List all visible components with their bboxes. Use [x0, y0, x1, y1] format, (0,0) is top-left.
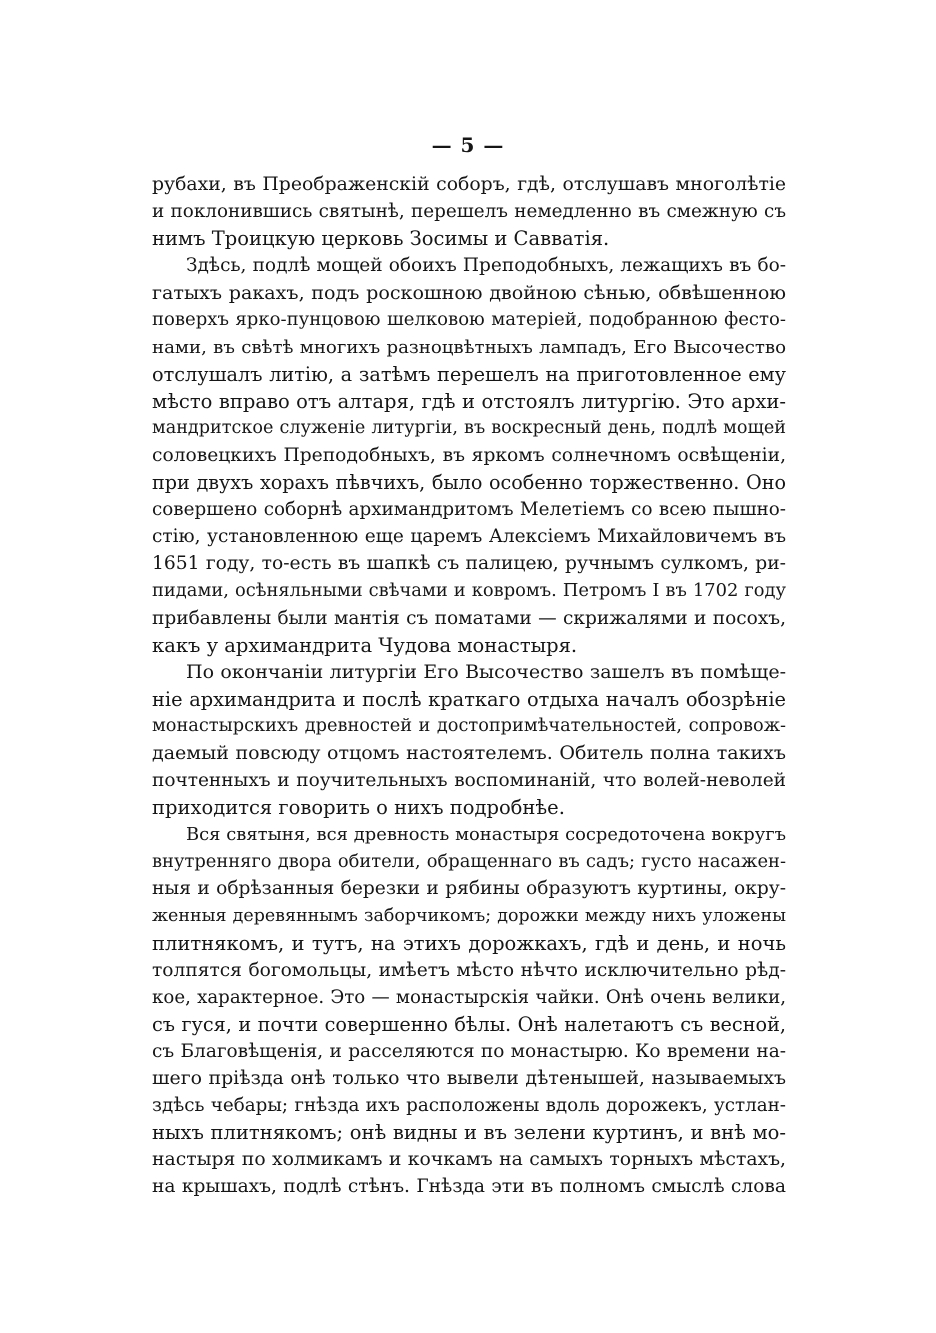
text-line: настыря по холмикамъ и кочкамъ на самыхъ торныхъ мѣстахъ,	[152, 1149, 786, 1171]
text-line: кое, характерное. Это — монастырскія чайки. Онѣ очень велики,	[152, 986, 786, 1008]
text-line: даемый повсюду отцомъ настоятелемъ. Обитель полна такихъ	[152, 741, 786, 764]
text-line: приходится говорить о нихъ подробнѣе.	[152, 796, 565, 820]
text-line: съ Благовѣщенія, и расселяются по монастырю. Ко времени на-	[152, 1041, 786, 1062]
text-line: гатыхъ ракахъ, подъ роскошною двойною сѣнью, обвѣшенною	[152, 281, 786, 305]
text-line: соловецкихъ Преподобныхъ, въ яркомъ солнечномъ освѣщеніи,	[152, 444, 786, 466]
text-line: какъ у архимандрита Чудова монастыря.	[152, 633, 578, 657]
page-number: — 5 —	[431, 133, 505, 157]
text-line: отслушалъ литію, а затѣмъ перешелъ на приготовленное ему	[152, 362, 786, 386]
text-line: толпятся богомольцы, имѣетъ мѣсто нѣчто исключительно рѣд-	[152, 959, 786, 981]
text-line: женныя деревяннымъ заборчикомъ; дорожки между нихъ уложены	[152, 905, 786, 926]
text-line: и поклонившись святынѣ, перешелъ немедленно въ смежную съ	[152, 201, 786, 223]
text-line: стію, установленною еще царемъ Алексіемъ Михайловичемъ въ	[152, 526, 786, 548]
text-line: почтенныхъ и поучительныхъ воспоминаній, что волей-неволей	[152, 770, 786, 792]
paragraph	[152, 821, 786, 1200]
text-line: плитнякомъ, и тутъ, на этихъ дорожкахъ, гдѣ и день, и ночь	[152, 931, 786, 955]
text-line: ныхъ плитнякомъ; онѣ видны и въ зелени куртинъ, и внѣ мо-	[152, 1121, 786, 1145]
body-text	[152, 171, 786, 1201]
text-line: здѣсь чебары; гнѣзда ихъ расположены вдоль дорожекъ, устлан-	[152, 1095, 786, 1117]
text-line: внутренняго двора обители, обращеннаго въ садъ; густо насажен-	[152, 851, 786, 873]
text-line: съ гуся, и почти совершенно бѣлы. Онѣ налетаютъ съ весной,	[152, 1012, 786, 1036]
text-line: пидами, осѣняльными свѣчами и ковромъ. Петромъ I въ 1702 году	[152, 580, 786, 602]
text-line: прибавлены были мантія съ поматами — скрижалями и посохъ,	[152, 607, 786, 629]
text-line: рубахи, въ Преображенскій соборъ, гдѣ, отслушавъ многолѣтіе	[152, 174, 786, 195]
text-line: 1651 году, то-есть въ шапкѣ съ палицею, ручнымъ сулкомъ, ри-	[152, 553, 786, 575]
text-line: нимъ Троицкую церковь Зосимы и Савватія.	[152, 227, 610, 251]
text-line: нами, въ свѣтѣ многихъ разноцвѣтныхъ лампадъ, Его Высочество	[152, 336, 786, 358]
text-line: поверхъ ярко-пунцовою шелковою матеріей, подобранною фесто-	[152, 309, 786, 331]
text-line: Здѣсь, подлѣ мощей обоихъ Преподобныхъ, лежащихъ въ бо-	[186, 255, 786, 277]
text-line: шего пріѣзда онѣ только что вывели дѣтенышей, называемыхъ	[152, 1067, 786, 1090]
text-line: при двухъ хорахъ пѣвчихъ, было особенно торжественно. Оно	[152, 471, 786, 495]
text-line: ніе архимандрита и послѣ краткаго отдыха началъ обозрѣніе	[152, 687, 786, 711]
text-line: ныя и обрѣзанныя березки и рябины образуютъ куртины, окру-	[152, 878, 786, 900]
paragraph	[152, 252, 786, 658]
text-line: По окончаніи литургіи Его Высочество зашелъ въ помѣще-	[186, 660, 786, 683]
text-line: совершено соборнѣ архимандритомъ Мелетіемъ со всею пышно-	[152, 499, 786, 521]
text-line: мѣсто вправо отъ алтаря, гдѣ и отстоялъ литургію. Это архи-	[152, 389, 786, 413]
text-line: монастырскихъ древностей и достопримѣчательностей, сопровож-	[152, 715, 786, 736]
text-line: Вся святыня, вся древность монастыря сосредоточена вокругъ	[186, 824, 786, 846]
paragraph	[152, 171, 786, 252]
text-line: на крышахъ, подлѣ стѣнъ. Гнѣзда эти въ полномъ смыслѣ слова	[152, 1176, 786, 1198]
text-line: мандритское служеніе литургіи, въ воскресный день, подлѣ мощей	[152, 417, 786, 438]
paragraph	[152, 659, 786, 822]
